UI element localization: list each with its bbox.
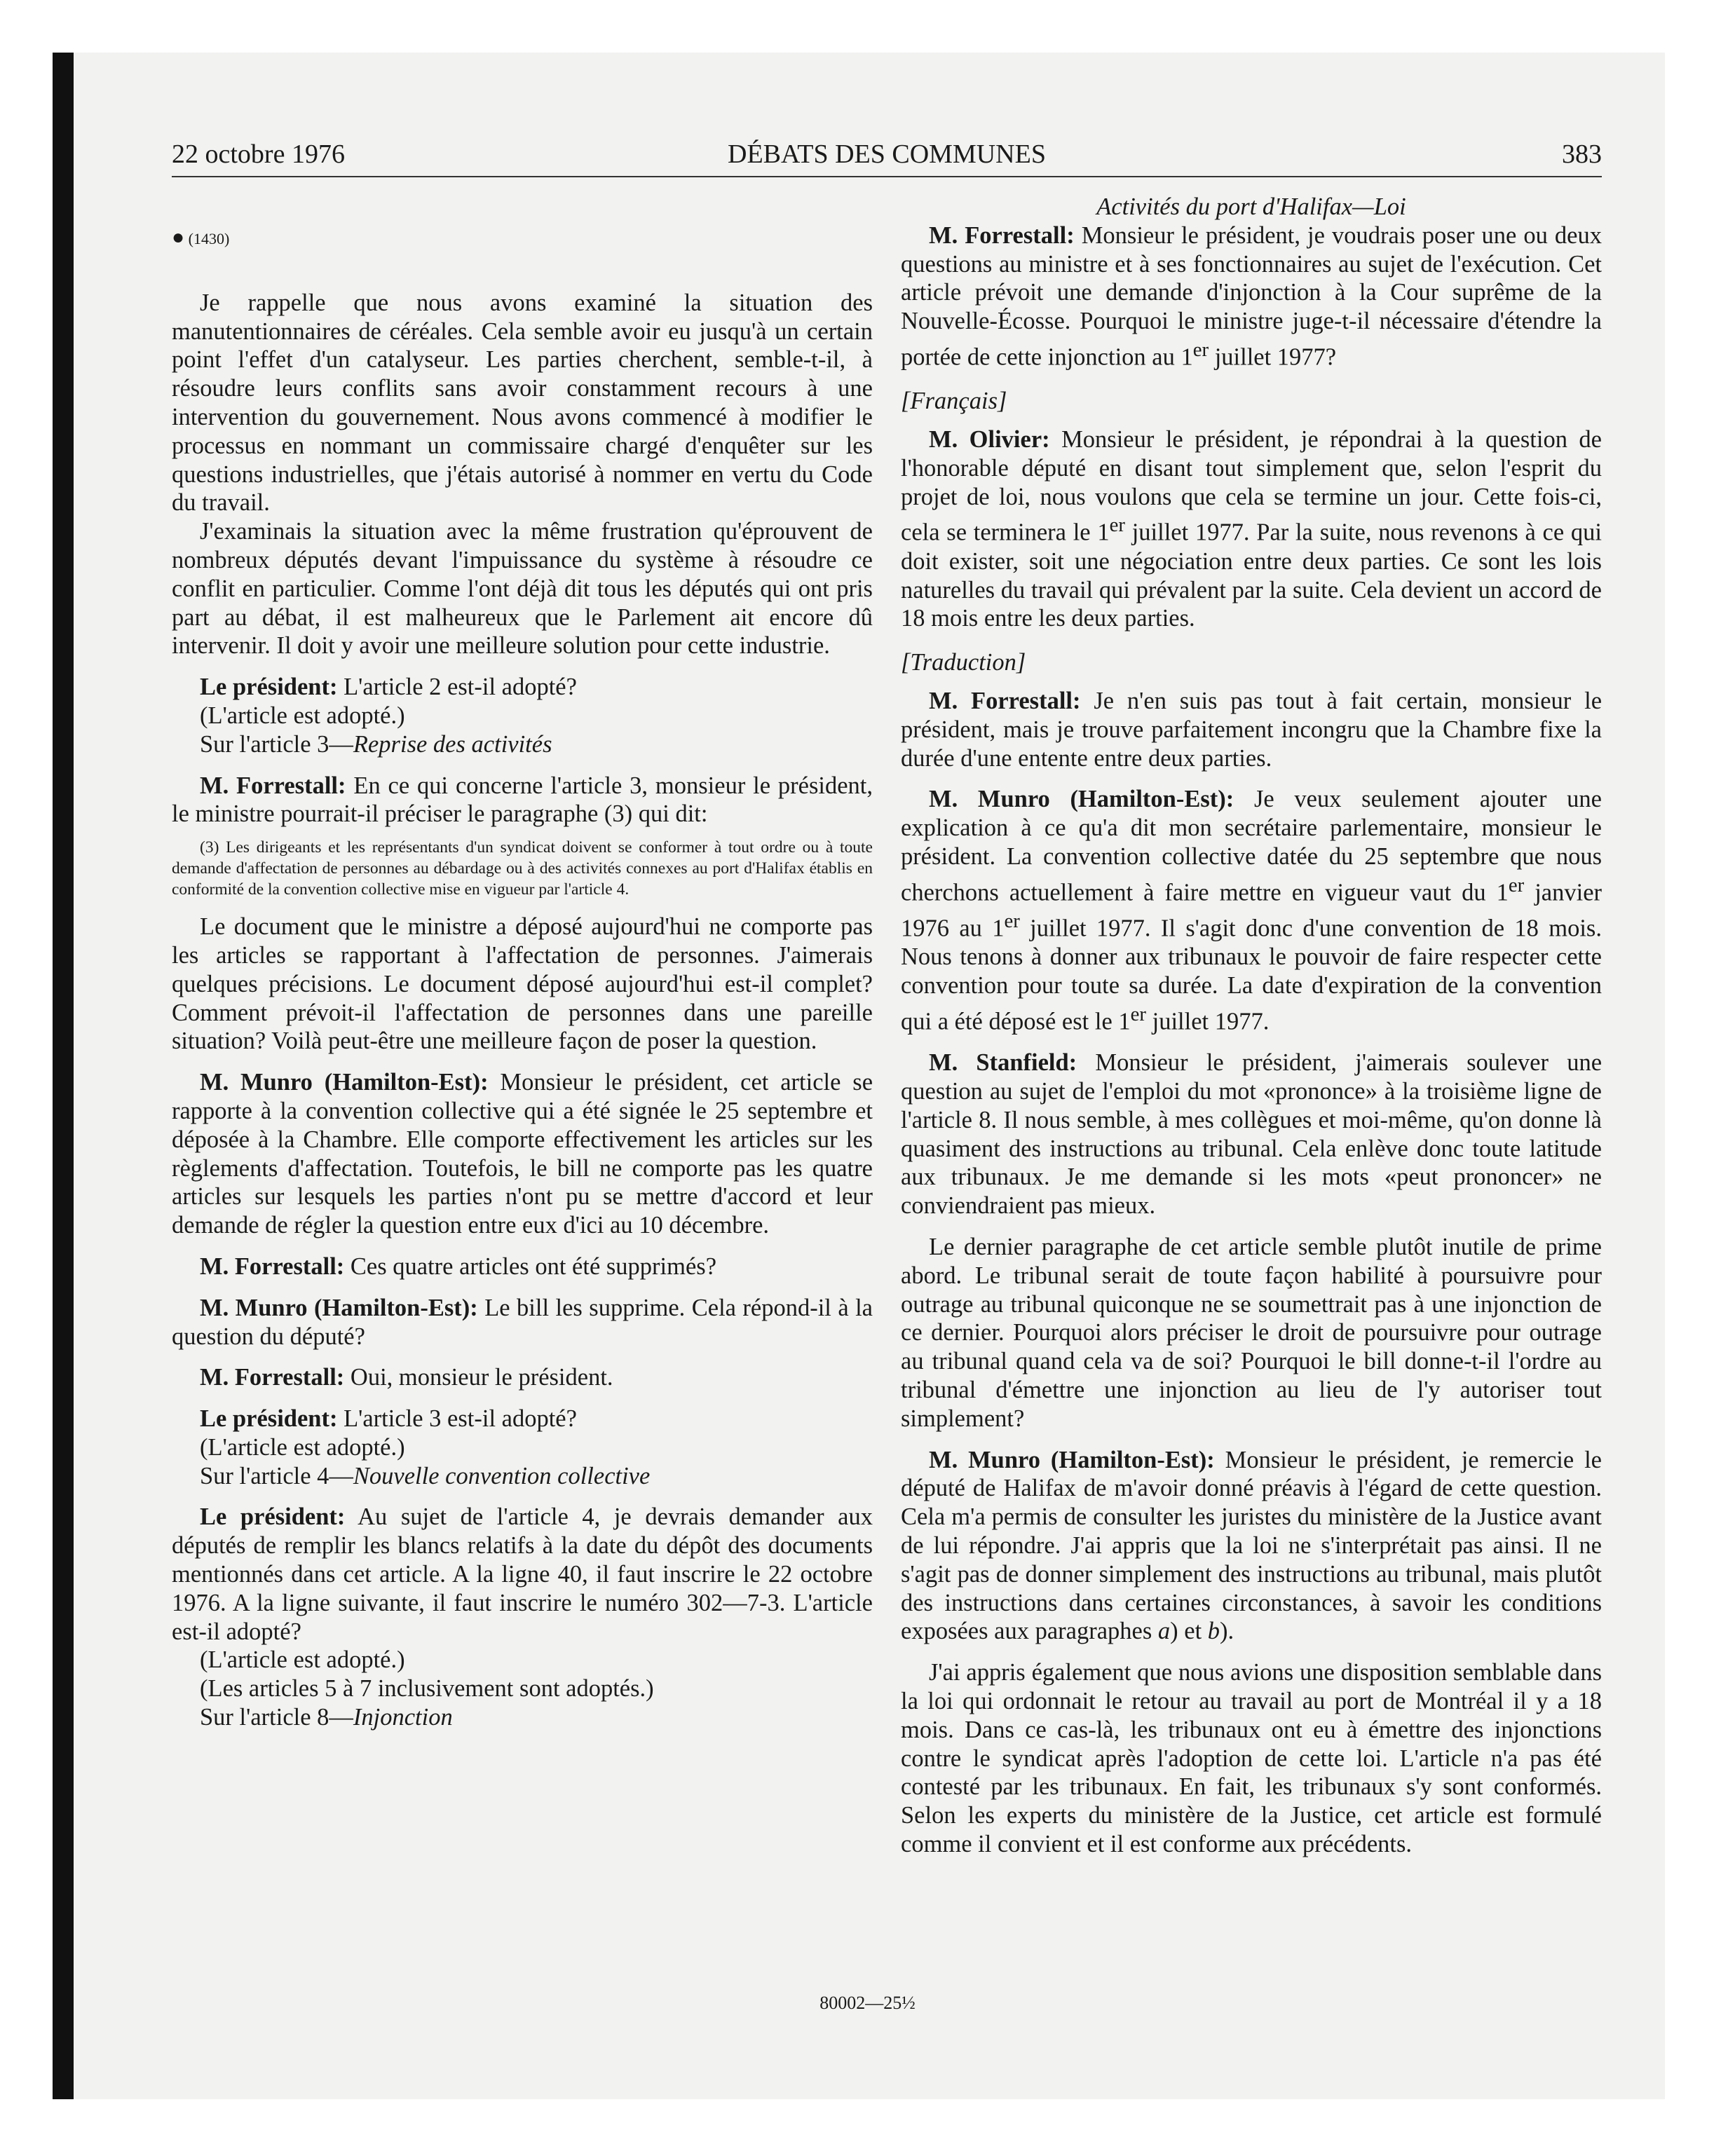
speaker-name: M. Forrestall:: [200, 1253, 345, 1280]
speech: M. Munro (Hamilton-Est): Monsieur le président, je remercie le député de Halifax de m'avoir donné préavis à l'égard de cette question. Cela m'a permis de consulter les juristes du ministère de la Justice avant de lui répondre. J'ai appris que la loi ne s'interprétait pas ainsi. Il ne s'agit pas de donner simplement des instructions au tribunal, mais plutôt des instructions dans certaines circonstances, à savoir les conditions exposées aux paragraphes a) et b).: [901, 1446, 1602, 1645]
quoted-text: (3) Les dirigeants et les représentants d'un syndicat doivent se conformer à tout ordre ou à toute demande d'affectation de personnes au débardage ou à des activités connexes au port d'Halifax établis en conformité de la convention collective mise en vigueur par l'article 4.: [172, 838, 873, 899]
speech: M. Forrestall: Monsieur le président, je voudrais poser une ou deux questions au ministre et à ses fonctionnaires au sujet de l'exécution. Cet article prévoit une demande d'injonction à la Cour suprême de la Nouvelle-Écosse. Pourquoi le ministre juge-t-il nécessaire d'étendre la portée de cette injonction au 1er juillet 1977?: [901, 221, 1602, 371]
left-column: [172, 193, 873, 1732]
speaker-name: M. Forrestall:: [200, 772, 346, 799]
speech: M. Forrestall: Ces quatre articles ont été supprimés?: [200, 1253, 717, 1280]
page-header: [172, 137, 1602, 177]
language-tag: [Français]: [901, 388, 1007, 415]
paragraph: J'ai appris également que nous avions une disposition semblable dans la loi qui ordonnait le retour au travail au port de Montréal il y a 18 mois. Dans ce cas-là, les tribunaux ont eu à émettre des injonctions contre le syndicat après l'adoption de cette loi. L'article n'a pas été contesté par les tribunaux. En fait, les tribunaux s'y sont conformés. Selon les experts du ministère de la Justice, cet article est formulé comme il convient et il est conforme aux précédents.: [901, 1659, 1602, 1857]
speech: M. Forrestall: Oui, monsieur le président.: [200, 1364, 613, 1391]
speaker-name: Le président:: [200, 1503, 346, 1531]
response: (L'article est adopté.): [200, 1433, 405, 1461]
speech: M. Munro (Hamilton-Est): Je veux seulement ajouter une explication à ce qu'a dit mon secrétaire parlementaire, monsieur le président. La convention collective datée du 25 septembre que nous cherchons actuellement à faire mettre en vigueur vaut du 1er janvier 1976 au 1er juillet 1977. Il s'agit donc d'une convention de 18 mois. Nous tenons à donner aux tribunaux le pouvoir de faire respecter cette convention pour toute sa durée. La date d'expiration de la convention qui a été déposé est le 1er juillet 1977.: [901, 786, 1602, 1035]
footer-code: 80002—25½: [819, 1993, 916, 2013]
paragraph: Le document que le ministre a déposé aujourd'hui ne comporte pas les articles se rapportant à l'affectation de personnes. J'aimerais quelques précisions. Le document déposé aujourd'hui est-il complet? Comment prévoit-il l'affectation de personnes dans une pareille situation? Voilà peut-être une meilleure façon de poser la question.: [172, 913, 873, 1055]
language-tag: [Traduction]: [901, 649, 1026, 676]
speech: M. Stanfield: Monsieur le président, j'aimerais soulever une question au sujet de l'emploi du mot «prononce» à la troisième ligne de l'article 8. Il nous semble, à mes collègues et moi-même, qu'on donne là quasiment des instructions au tribunal. Cela enlève donc toute latitude aux tribunaux. Je me demande si les mots «peut prononcer» ne conviendraient pas mieux.: [901, 1049, 1603, 1220]
header-page-number: 383: [1562, 139, 1602, 169]
paragraph: Le dernier paragraphe de cet article semble plutôt inutile de prime abord. Le tribunal serait de toute façon habilité à poursuivre pour outrage au tribunal quiconque ne se soumettrait pas à une injonction de ce dernier. Pourquoi alors préciser le droit de poursuivre pour outrage au tribunal quand cela va de soi? Pourquoi le bill donne-t-il l'ordre au tribunal d'émettre une injonction au lieu de l'y autoriser tout simplement?: [901, 1234, 1602, 1432]
paragraph: Je rappelle que nous avons examiné la situation des manutentionnaires de céréales. Cela semble avoir eu jusqu'à un certain point l'effet d'un catalyseur. Les parties cherchent, semble-t-il, à résoudre leurs conflits sans avoir constamment recours à une intervention du gouvernement. Nous avons commencé à modifier le processus en nommant un commissaire chargé d'enquêter sur les questions industrielles, que j'étais autorisé à nommer en vertu du Code du travail.: [172, 289, 873, 517]
speech: Le président: L'article 3 est-il adopté?: [200, 1405, 577, 1433]
clause-heading: Sur l'article 4—Nouvelle convention collective: [200, 1462, 651, 1489]
speaker-name: M. Munro (Hamilton-Est):: [200, 1294, 478, 1321]
speaker-name: M. Forrestall:: [200, 1364, 345, 1391]
speech: M. Olivier: Monsieur le président, je répondrai à la question de l'honorable député en disant tout simplement que, selon l'esprit du projet de loi, nous voulons que cela se termine un jour. Cette fois-ci, cela se terminera le 1er juillet 1977. Par la suite, nous revenons à ce qui doit exister, soit une négociation entre deux parties. Ce sont les lois naturelles du travail qui prévalent par la suite. Cela devient un accord de 18 mois entre les deux parties.: [901, 426, 1602, 632]
speaker-name: M. Munro (Hamilton-Est):: [929, 786, 1234, 813]
speech: M. Munro (Hamilton-Est): Le bill les supprime. Cela répond-il à la question du député?: [172, 1294, 873, 1350]
header-title: DÉBATS DES COMMUNES: [728, 139, 1046, 169]
clause-heading: Sur l'article 3—Reprise des activités: [200, 730, 552, 758]
scan-edge-bar: [53, 53, 74, 2099]
speech: M. Munro (Hamilton-Est): Monsieur le président, cet article se rapporte à la convention collective qui a été signée le 25 septembre et déposée à la Chambre. Elle comporte effectivement les articles sur les règlements d'affectation. Toutefois, le bill ne comporte pas les quatre articles sur lesquels les parties n'ont pu se mettre d'accord et leur demande de régler la question entre eux d'ici au 10 décembre.: [172, 1069, 873, 1239]
response: (L'article est adopté.): [200, 702, 405, 729]
speaker-name: M. Munro (Hamilton-Est):: [929, 1446, 1215, 1473]
clause-heading: Sur l'article 8—Injonction: [200, 1704, 453, 1731]
speech: M. Forrestall: Je n'en suis pas tout à fait certain, monsieur le président, mais je trouve parfaitement incongru que la Chambre fixe la durée d'une entente entre deux parties.: [901, 687, 1603, 772]
speaker-name: M. Munro (Hamilton-Est):: [200, 1069, 489, 1096]
section-heading: Activités du port d'Halifax—Loi: [1096, 193, 1406, 220]
paragraph: J'examinais la situation avec la même frustration qu'éprouvent de nombreux députés devant l'impuissance du système à résoudre ce conflit en particulier. Comme l'ont déjà dit tous les députés qui ont pris part au débat, il est malheureux que le Parlement ait encore dû intervenir. Il doit y avoir une meilleure solution pour cette industrie.: [172, 518, 873, 660]
speaker-name: M. Stanfield:: [929, 1049, 1077, 1077]
speech: M. Forrestall: En ce qui concerne l'article 3, monsieur le président, le ministre pourrait-il préciser le paragraphe (3) qui dit:: [172, 772, 873, 828]
time-marker: ● (1430): [172, 226, 230, 249]
speech: Le président: L'article 2 est-il adopté?: [200, 674, 577, 701]
speaker-name: Le président:: [200, 674, 338, 701]
header-date: 22 octobre 1976: [172, 139, 345, 169]
speech: Le président: Au sujet de l'article 4, je devrais demander aux députés de remplir les blancs relatifs à la date du dépôt des documents mentionnés dans cet article. A la ligne 40, il faut inscrire le 22 octobre 1976. A la ligne suivante, il faut inscrire le numéro 302—7-3. L'article est-il adopté?: [172, 1503, 873, 1645]
speaker-name: M. Forrestall:: [929, 221, 1075, 249]
right-column: [901, 193, 1602, 1859]
response: (L'article est adopté.): [200, 1646, 405, 1674]
bullet-icon: ●: [172, 226, 185, 249]
speaker-name: M. Forrestall:: [929, 687, 1081, 714]
response: (Les articles 5 à 7 inclusivement sont adoptés.): [200, 1675, 654, 1703]
speaker-name: Le président:: [200, 1405, 338, 1433]
speaker-name: M. Olivier:: [929, 426, 1050, 453]
